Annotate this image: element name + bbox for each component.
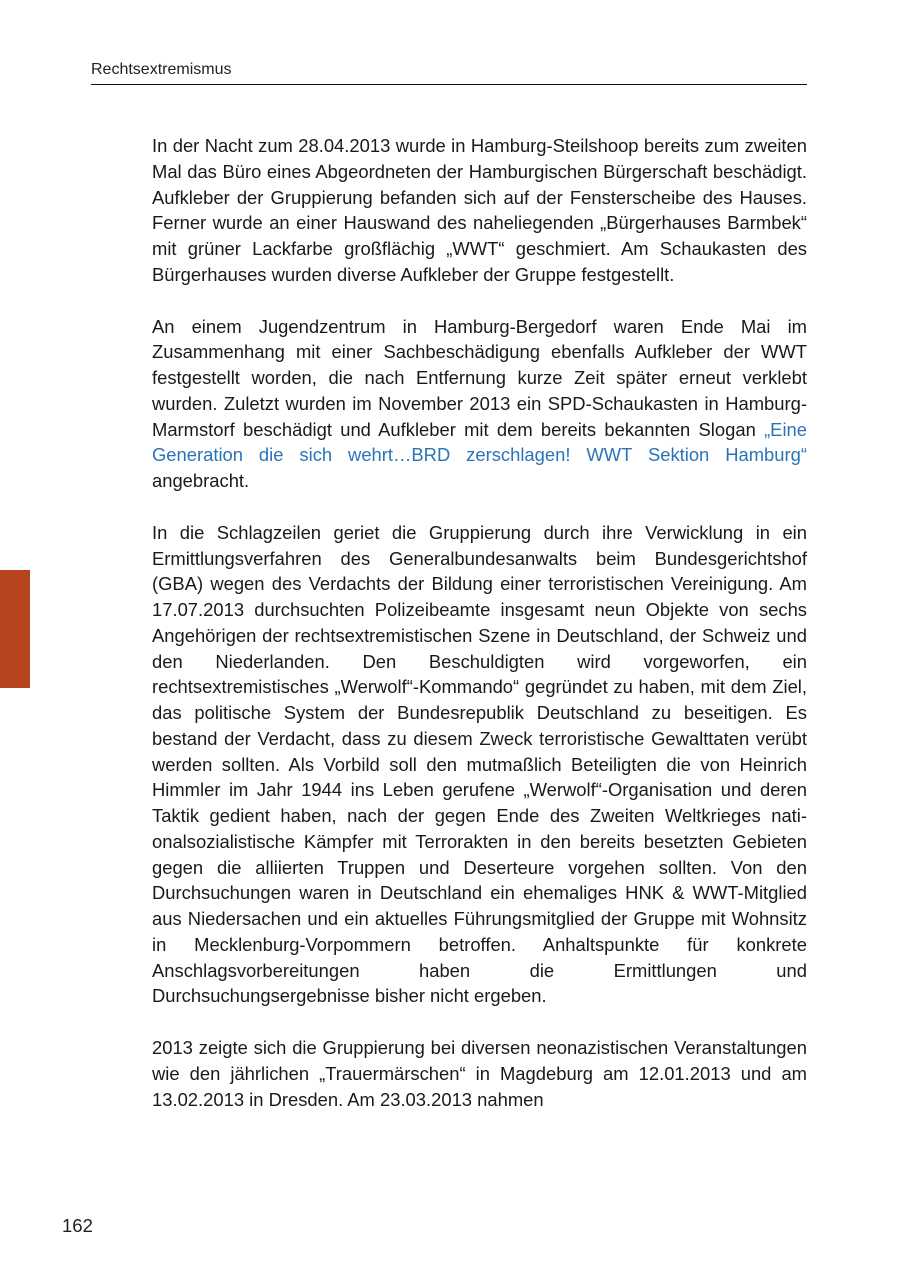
paragraph-2-text-after: angebracht. bbox=[152, 470, 250, 491]
header-rule bbox=[91, 84, 807, 85]
chapter-side-tab bbox=[0, 570, 30, 688]
paragraph-1: In der Nacht zum 28.04.2013 wurde in Hamburg-Steilshoop bereits zum zweiten Mal das Büro eines Abgeordneten der Hamburgischen Bürgerschaft beschädigt. Aufkleber der Gruppierung befanden sich auf der Fensterscheibe des Hauses. Ferner wurde an einer Hauswand des naheliegenden „Bürgerhauses Barmbek“ mit grüner Lackfarbe großflächig „WWT“ geschmiert. Am Schaukasten des Bürgerhauses wurden diverse Aufkleber der Gruppe festgestellt. bbox=[152, 135, 807, 285]
paragraph-2 bbox=[152, 314, 807, 494]
running-head-title: Rechtsextremismus bbox=[91, 61, 232, 78]
slogan-quote: „Eine Generation die sich wehrt…BRD zerschlagen! WWT Sektion Hamburg“ bbox=[152, 418, 807, 466]
page-number: 162 bbox=[62, 1215, 93, 1236]
paragraph-4: 2013 zeigte sich die Gruppierung bei diversen neonazistischen Veranstaltungen wie den jährlichen „Trauermärschen“ in Magdeburg am 12.01.2013 und am 13.02.2013 in Dresden. Am 23.03.2013 nahmen bbox=[152, 1037, 807, 1110]
paragraph-2-text-before: An einem Jugendzentrum in Hamburg-Bergedorf waren Ende Mai im Zusammenhang mit einer Sachbeschädigung ebenfalls Aufkleber der WWT festgestellt worden, die nach Entfernung kurze Zeit später erneut verklebt wurden. Zuletzt wurden im November 2013 ein SPD-Schaukasten in Hamburg-Marmstorf beschädigt und Aufkleber mit dem bereits bekannten Slogan bbox=[152, 315, 807, 440]
body-text bbox=[152, 133, 807, 1138]
paragraph-3: In die Schlagzeilen geriet die Gruppierung durch ihre Verwicklung in ein Ermittlungsverfahren des Generalbundesanwalts beim Bundesgerichtshof (GBA) wegen des Verdachts der Bildung einer terroristischen Vereinigung. Am 17.07.2013 durchsuchten Polizeibeamte insgesamt neun Objekte von sechs Angehörigen der rechtsextremistischen Szene in Deutschland, der Schweiz und den Niederlanden. Den Beschuldigten wird vorgeworfen, ein rechtsextremistisches „Werwolf“-Kommando“ gegründet zu haben, mit dem Ziel, das politische System der Bundesrepublik Deutschland zu beseitigen. Es bestand der Verdacht, dass zu diesem Zweck terroristische Gewalttaten verübt werden sollten. Als Vorbild soll den mutmaßlich Beteiligten die von Heinrich Himmler im Jahr 1944 ins Leben gerufene „Werwolf“-Organisation und deren Taktik gedient haben, nach der gegen Ende des Zweiten Weltkrieges nationalsozialistische Kämpfer mit Terrorakten in den bereits besetzten Gebieten gegen die alliierten Truppen und Deserteure vorgehen sollten. Von den Durchsuchungen waren in Deutschland ein ehemaliges HNK & WWT-Mitglied aus Niedersachen und ein aktuelles Führungsmitglied der Gruppe mit Wohnsitz in Mecklenburg-Vorpommern betroffen. Anhaltspunkte für konkrete Anschlagsvorbereitungen haben die Ermittlungen und Durchsuchungsergebnisse bisher nicht ergeben. bbox=[152, 521, 807, 1007]
